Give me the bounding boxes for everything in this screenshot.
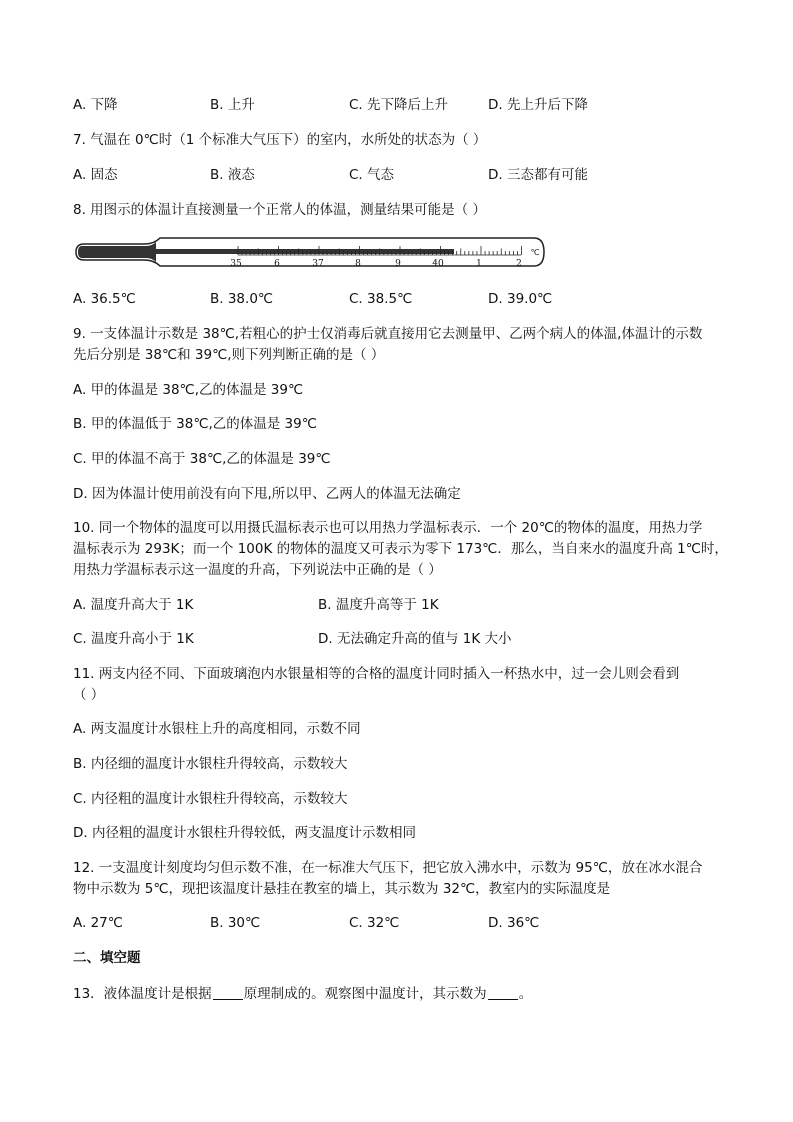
q11-option-a: A. 两支温度计水银柱上升的高度相同，示数不同 (73, 721, 361, 737)
q10-option-c: C. 温度升高小于 1K (73, 631, 194, 647)
q13-part2: 原理制成的。观察图中温度计，其示数为 (243, 986, 487, 1002)
q7-option-d: D. 三态都有可能 (488, 167, 588, 183)
tick-label-37: 37 (312, 259, 324, 269)
q9-option-d: D. 因为体温计使用前没有向下甩,所以甲、乙两人的体温无法确定 (73, 486, 461, 502)
unit-label: ℃ (530, 248, 540, 257)
q8-option-a: A. 36.5℃ (73, 291, 136, 307)
q8-option-c: C. 38.5℃ (349, 291, 413, 307)
q12-option-a: A. 27℃ (73, 915, 123, 931)
q6-option-d: D. 先上升后下降 (488, 97, 588, 113)
q9-stem-line1: 9. 一支体温计示数是 38℃,若粗心的护士仅消毒后就直接用它去测量甲、乙两个病人的体温,体温计的示数 (73, 326, 703, 342)
q12-option-d: D. 36℃ (488, 915, 540, 931)
q10-option-d: D. 无法确定升高的值与 1K 大小 (318, 631, 512, 647)
q9-option-c: C. 甲的体温不高于 38℃,乙的体温是 39℃ (73, 451, 331, 467)
q12-stem-line1: 12. 一支温度计刻度均匀但示数不准，在一标准大气压下，把它放入沸水中，示数为 95℃，放在冰水混合 (73, 860, 703, 876)
q10-option-b: B. 温度升高等于 1K (318, 597, 439, 613)
tick-label-39: 9 (395, 259, 401, 269)
q10-stem-line2: 温标表示为 293K；而一个 100K 的物体的温度又可表示为零下 173℃．那么，当自来水的温度升高 1℃时， (73, 541, 728, 557)
q13-blank-2[interactable] (488, 985, 518, 1000)
q9-option-a: A. 甲的体温是 38℃,乙的体温是 39℃ (73, 382, 304, 398)
q12-option-c: C. 32℃ (349, 915, 400, 931)
q8-option-d: D. 39.0℃ (488, 291, 553, 307)
q8-stem: 8. 用图示的体温计直接测量一个正常人的体温，测量结果可能是（ ） (73, 202, 486, 218)
q12-stem-line2: 物中示数为 5℃，现把该温度计悬挂在教室的墙上，其示数为 32℃，教室内的实际温度是 (73, 881, 611, 897)
q13-part3: 。 (518, 986, 533, 1002)
q7-option-b: B. 液态 (210, 167, 255, 183)
q6-option-c: C. 先下降后上升 (349, 97, 449, 113)
q10-stem-line3: 用热力学温标表示这一温度的升高，下列说法中正确的是（ ） (73, 562, 442, 578)
tick-label-35: 35 (230, 259, 242, 269)
clinical-thermometer-figure (74, 236, 546, 272)
tick-label-41: 1 (476, 259, 482, 269)
q7-stem: 7. 气温在 0℃时（1 个标准大气压下）的室内，水所处的状态为（ ） (73, 132, 487, 148)
section-title: 二、填空题 (73, 950, 141, 966)
q13-part1: 13．液体温度计是根据 (73, 986, 212, 1002)
q13-stem (73, 984, 532, 1004)
q7-option-a: A. 固态 (73, 167, 118, 183)
tick-label-36: 6 (274, 259, 280, 269)
q8-option-b: B. 38.0℃ (210, 291, 274, 307)
q9-stem-line2: 先后分别是 38℃和 39℃,则下列判断正确的是（ ） (73, 347, 385, 363)
q11-option-d: D. 内径粗的温度计水银柱升得较低，两支温度计示数相同 (73, 825, 416, 841)
mercury-column (156, 249, 454, 254)
q9-option-b: B. 甲的体温低于 38℃,乙的体温是 39℃ (73, 416, 317, 432)
q12-option-b: B. 30℃ (210, 915, 261, 931)
tick-label-42: 2 (516, 259, 522, 269)
tick-label-40: 40 (432, 259, 444, 269)
tick-label-38: 8 (355, 259, 361, 269)
q13-blank-1[interactable] (213, 985, 243, 1000)
q10-stem-line1: 10. 同一个物体的温度可以用摄氏温标表示也可以用热力学温标表示．一个 20℃的物体的温度，用热力学 (73, 520, 703, 536)
q11-stem-line2: （ ） (73, 687, 105, 703)
q11-option-c: C. 内径粗的温度计水银柱升得较高，示数较大 (73, 791, 348, 807)
q10-option-a: A. 温度升高大于 1K (73, 597, 194, 613)
q6-option-a: A. 下降 (73, 97, 118, 113)
q11-option-b: B. 内径细的温度计水银柱升得较高，示数较大 (73, 756, 348, 772)
q6-option-b: B. 上升 (210, 97, 255, 113)
q11-stem-line1: 11. 两支内径不同、下面玻璃泡内水银量相等的合格的温度计同时插入一杯热水中，过一会儿则会看到 (73, 666, 680, 682)
q7-option-c: C. 气态 (349, 167, 395, 183)
